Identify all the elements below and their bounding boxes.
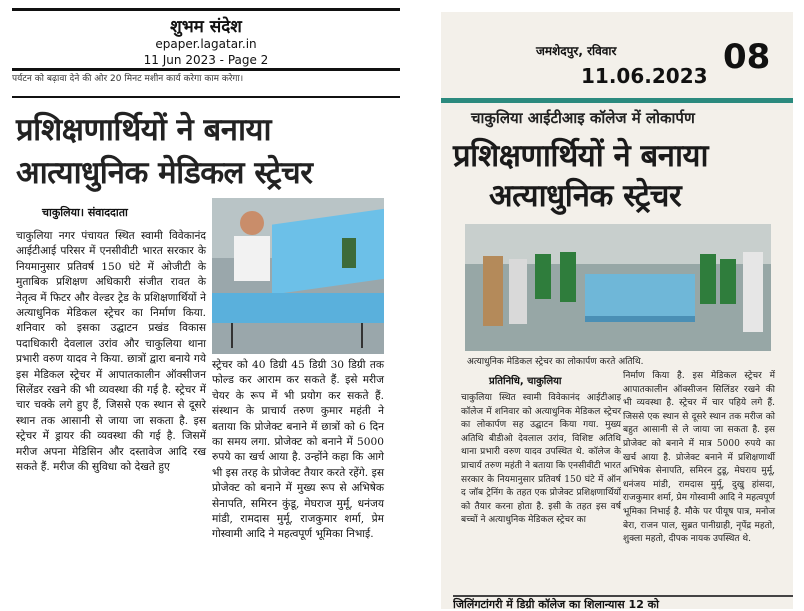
dateline: चाकुलिया। संवाददाता: [42, 206, 128, 219]
stretcher-photo: [212, 198, 384, 354]
group-photo-art: [465, 224, 771, 351]
headline-line-2: आत्याधुनिक मेडिकल स्ट्रेचर: [16, 155, 313, 191]
article-column-2: स्ट्रेचर को 40 डिग्री 45 डिग्री 30 डिग्री तक फोल्ड कर आराम कर सकते हैं. इसे मरीज चेयर के रूप में भी प्रयोग कर सकते हैं. संस्थान के प्राचार्य तरुण कुमार महंती ने बताया कि प्रोजेक्ट बनाने में छात्रों को 6 दिन का समय लगा. प्रोजेक्ट को बनाने में 5000 रुपये का खर्च आया है. उन्होंने कहा कि आगे भी इस तरह के प्रोजेक्ट तैयार करते रहेंगे. इस प्रोजेक्ट को बनाने में मुख्य रूप से अभिषेक सेनापति, समिरन कुंडू, मेघराज मुर्मू, धनंजय मांडी, रामदास मुर्मू, राजकुमार शर्मा, प्रेम गोस्वामी आदि ने महत्वपूर्ण भूमिका निभाई.: [212, 359, 384, 541]
edition-date: 11.06.2023: [581, 64, 708, 88]
headline-line-2: अत्याधुनिक स्ट्रेचर: [489, 178, 682, 214]
group-photo: [465, 224, 771, 351]
page-number: 08: [723, 37, 771, 77]
date-page: 11 Jun 2023 - Page 2: [143, 53, 269, 67]
article-column-1: चाकुलिया स्थित स्वामी विवेकानंद आईटीआइ कॉलेज में शनिवार को अत्याधुनिक मेडिकल स्ट्रेचर का लोकार्पण सह उद्घाटन किया गया. मुख्य अतिथि बीडीओ देवलाल उरांव, विशिष्ट अतिथि थाना प्रभारी वरुण यादव उपस्थित थे. कॉलेज के प्राचार्य तरुण महंती ने बताया कि एनसीवीटी भारत सरकार के नियमानुसार प्रतिवर्ष 150 घंटे में ऑन द जॉब ट्रेनिंग के तहत एक प्रोजेक्ट प्रशिक्षणार्थियों को तैयार करना होता है. इसी के तहत इस वर्ष बच्चों ने अत्याधुनिक मेडिकल स्ट्रेचर का: [461, 393, 621, 526]
city-day: जमशेदपुर, रविवार: [536, 44, 617, 58]
headline-line-1: प्रशिक्षणार्थियों ने बनाया: [453, 138, 708, 174]
source-url: epaper.lagatar.in: [155, 37, 257, 51]
left-clipping: [12, 0, 400, 609]
header-rule: [12, 96, 400, 98]
masthead: शुभम संदेश: [170, 17, 242, 37]
right-clipping: [441, 12, 793, 609]
headline-line-1: प्रशिक्षणार्थियों ने बनाया: [16, 112, 271, 148]
accent-bar: [441, 98, 793, 103]
kicker: चाकुलिया आईटीआइ कॉलेज में लोकार्पण: [471, 109, 695, 127]
cut-text-strip: पर्यटन को बढ़ावा देने की ओर 20 मिनट मशीन कार्य करेगा काम करेगा।: [12, 74, 244, 84]
article-column-2: निर्माण किया है. इस मेडिकल स्ट्रेचर में आपातकालीन ऑक्सीजन सिलिंडर रखने की भी व्यवस्था है. स्ट्रेचर में चार पहिये लगे हैं. जिससे एक स्थान से दूसरे स्थान तक मरीज को बहुत आसानी से ले जाया जा सकता है. इस प्रोजेक्ट को बनाने में मात्र 5000 रुपये का खर्च आया है. प्रोजेक्ट बनाने में प्रशिक्षणार्थी अभिषेक सेनापति, समिरन टुडू, मेघराय मुर्मू, धनंजय मांडी, रामदास मुर्मू, दुखु हांसदा, राजकुमार शर्मा, प्रेम गोस्वामी आदि ने महत्वपूर्ण भूमिका निभाई है. मौके पर पीयूष पात्र, मनोज बेरा, राजन पाल, सुब्रत पानीग्राही, नृपेंद्र महतो, शुक्ला महतो, दीपक नायक उपस्थित थे.: [623, 371, 775, 545]
top-rule: [12, 8, 400, 11]
stretcher-photo-art: [212, 198, 384, 354]
photo-caption: अत्याधुनिक मेडिकल स्ट्रेचर का लोकार्पण करते अतिथि.: [467, 357, 644, 367]
footer-headline: जिलिंगटांगरी में डिग्री कॉलेज का शिलान्यास 12 को: [453, 595, 793, 611]
byline: प्रतिनिधि, चाकुलिया: [489, 376, 562, 387]
article-column-1: चाकुलिया नगर पंचायत स्थित स्वामी विवेकानंद आईटीआई परिसर में एनसीवीटी भारत सरकार के नियमानुसार प्रतिवर्ष 150 घंटे में ओजीटी के मुताबिक प्रशिक्षण अधिकारी संजीत रावत के नेतृत्व में फिटर और वेल्डर ट्रेड के प्रशिक्षणार्थियों ने अत्याधुनिक मेडिकल स्ट्रेचर का निर्माण किया. शनिवार को इसका उद्घाटन प्रखंड विकास पदाधिकारी देवलाल उरांव और चाकुलिया थाना प्रभारी वरुण यादव ने किया. छात्रों द्वारा बनाये गये इस मेडिकल स्ट्रेचर में आपातकालीन ऑक्सीजन सिलेंडर रखने की भी व्यवस्था की गई है. स्ट्रेचर में चार चक्के लगे हुए हैं, जिससे एक स्थान से दूसरे स्थान तक आसानी से जाया जा सकता है. इस स्ट्रेचर में ड्रायर की व्यवस्था की गई है. जिसमें मरीज अपना मेडिसिन और दस्तावेज आदि रख सकते हैं. मरीज की सुविधा को देखते हुए: [16, 230, 206, 474]
